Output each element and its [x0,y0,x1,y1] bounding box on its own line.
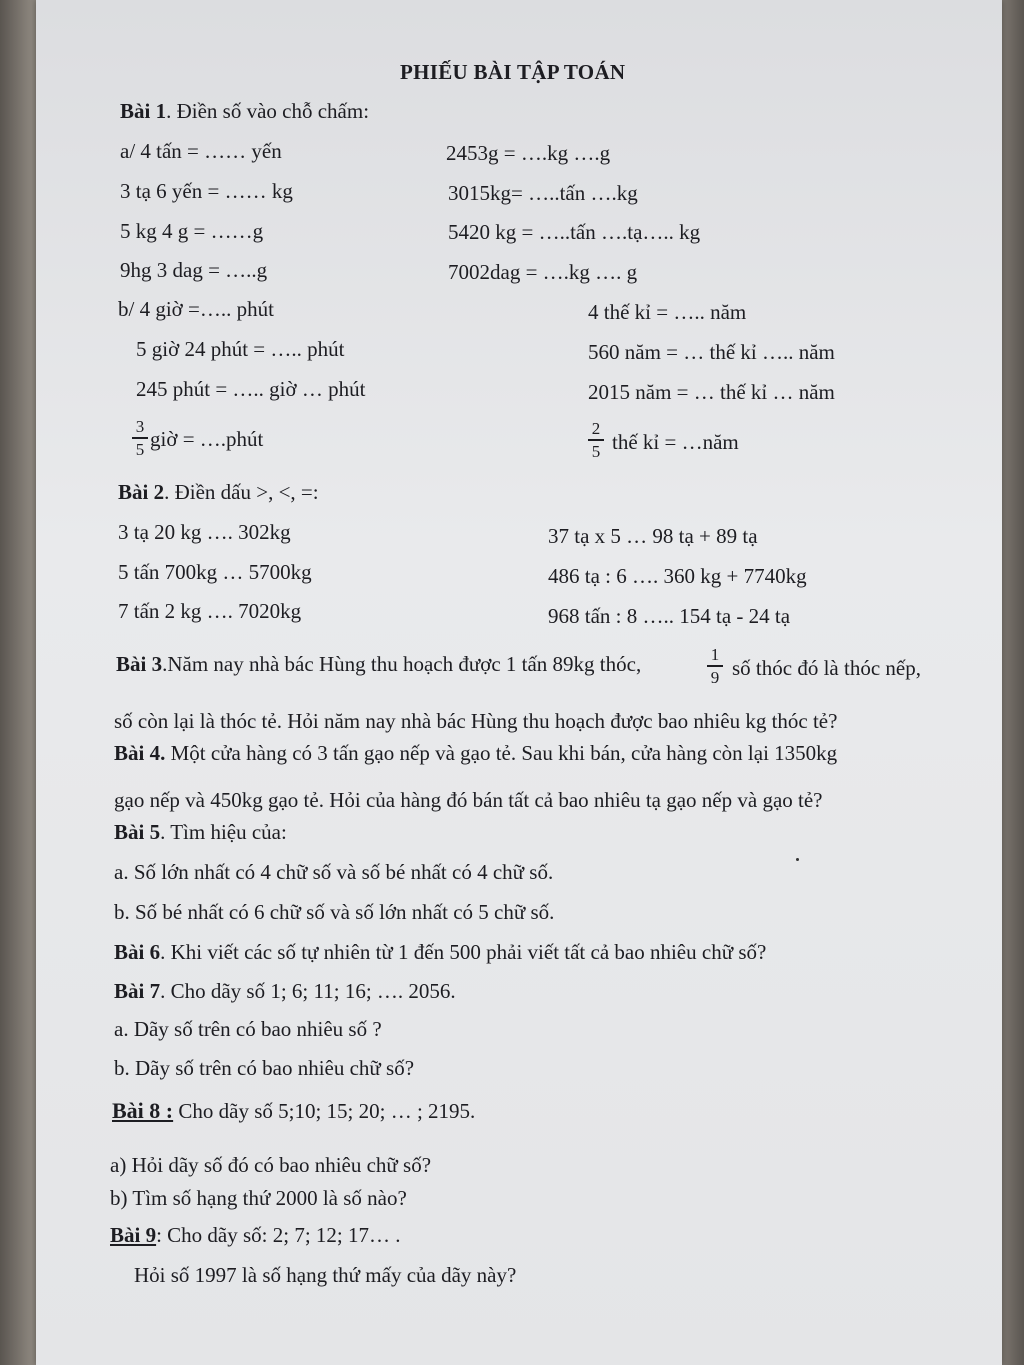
bai2-left-1: 3 tạ 20 kg …. 302kg [118,520,291,544]
bai4-line-1 [114,743,837,764]
page-title: PHIẾU BÀI TẬP TOÁN [400,60,626,84]
bai4-line-2: gạo nếp và 450kg gạo tẻ. Hỏi của hàng đó bán tất cả bao nhiêu tạ gạo nếp và gạo tẻ? [114,788,823,812]
bai1-right-3: 5420 kg = …..tấn ….tạ….. kg [448,220,701,244]
bai3-fraction [707,646,723,686]
bai1-right-2: 3015kg= …..tấn ….kg [448,181,638,205]
bai7-text: . Cho dãy số 1; 6; 11; 16; …. 2056. [160,979,456,1003]
bai1-right-5: 4 thế kỉ = ….. năm [588,300,747,324]
bai5-heading [114,822,287,843]
bai2-right-1: 37 tạ x 5 … 98 tạ + 89 tạ [548,524,758,548]
bai3-label: Bài 3 [116,652,163,676]
bai1-instruction: . Điền số vào chỗ chấm: [166,99,370,123]
bai1-left-2: 3 tạ 6 yến = …… kg [120,179,293,203]
bai9-line [110,1225,401,1246]
fraction-bar [132,437,148,439]
bai7-b: b. Dãy số trên có bao nhiêu chữ số? [114,1056,415,1080]
bai6-label: Bài 6 [114,940,161,964]
bai1-left-1: a/ 4 tấn = …… yến [120,139,282,163]
bai2-label: Bài 2 [118,480,165,504]
bai4-label: Bài 4. [114,741,166,765]
bai3-line-2: số còn lại là thóc tẻ. Hỏi năm nay nhà bác Hùng thu hoạch được bao nhiêu kg thóc tẻ? [114,709,838,733]
bai4-text: Một cửa hàng có 3 tấn gạo nếp và gạo tẻ. Sau khi bán, cửa hàng còn lại 1350kg [165,741,838,765]
bai1-fraction-left [132,418,148,458]
bai1-fraction-right [588,420,604,460]
bai3-text-a: .Năm nay nhà bác Hùng thu hoạch được 1 tấn 89kg thóc, [162,652,642,676]
bai6-line [114,942,766,963]
bai2-left-2: 5 tấn 700kg … 5700kg [118,560,312,584]
bai9-text: : Cho dãy số: 2; 7; 12; 17… . [156,1223,401,1247]
fraction-bar [707,665,723,667]
fraction-bar [588,439,604,441]
bai2-instruction: . Điền dấu >, <, =: [164,480,319,504]
bai6-text: . Khi viết các số tự nhiên từ 1 đến 500 phải viết tất cả bao nhiêu chữ số? [160,940,767,964]
bai1-right-6: 560 năm = … thế kỉ ….. năm [588,340,835,364]
bai2-right-3: 968 tấn : 8 ….. 154 tạ - 24 tạ [548,604,791,628]
bai2-right-2: 486 tạ : 6 …. 360 kg + 7740kg [548,564,807,588]
bai1-right-8: thế kỉ = …năm [612,430,739,454]
fraction-denominator: 5 [591,441,601,461]
bai5-instruction: . Tìm hiệu của: [160,820,287,844]
bai1-label: Bài 1 [120,99,167,123]
bai1-left-4: 9hg 3 dag = …..g [120,258,268,282]
fraction-denominator: 9 [710,667,720,687]
bai8-a: a) Hỏi dãy số đó có bao nhiêu chữ số? [110,1153,432,1177]
bai5-label: Bài 5 [114,820,161,844]
bai8-line [112,1100,475,1122]
bai9-label: Bài 9 [110,1223,157,1247]
bai3-line-1 [116,654,641,675]
bai1-left-3: 5 kg 4 g = ……g [120,219,264,243]
bai5-b: b. Số bé nhất có 6 chữ số và số lớn nhất có 5 chữ số. [114,900,555,924]
bai1-left-6: 5 giờ 24 phút = ….. phút [136,337,345,361]
bai8-label: Bài 8 : [112,1098,174,1123]
bai7-line [114,981,456,1002]
bai1-heading [120,101,369,122]
bai3-text-b: số thóc đó là thóc nếp, [732,656,921,680]
bai7-label: Bài 7 [114,979,161,1003]
bai1-left-7: 245 phút = ….. giờ … phút [136,377,366,401]
bai1-left-8: giờ = ….phút [150,427,264,451]
bai7-a: a. Dãy số trên có bao nhiêu số ? [114,1017,382,1041]
bai1-right-4: 7002dag = ….kg …. g [448,260,638,284]
bai5-a: a. Số lớn nhất có 4 chữ số và số bé nhất có 4 chữ số. [114,860,554,884]
bai1-left-5: b/ 4 giờ =….. phút [118,297,274,321]
bai8-text: Cho dãy số 5;10; 15; 20; … ; 2195. [173,1099,476,1123]
bai9-question: Hỏi số 1997 là số hạng thứ mấy của dãy này? [134,1263,517,1287]
bai8-b: b) Tìm số hạng thứ 2000 là số nào? [110,1186,407,1210]
paper-speck [796,858,799,861]
fraction-numerator: 3 [135,417,145,436]
fraction-numerator: 2 [591,419,601,438]
bai2-left-3: 7 tấn 2 kg …. 7020kg [118,599,302,623]
bai1-right-1: 2453g = ….kg ….g [446,141,611,165]
fraction-numerator: 1 [710,645,720,664]
bai2-heading [118,482,319,503]
bai1-right-7: 2015 năm = … thế kỉ … năm [588,380,835,404]
fraction-denominator: 5 [135,439,145,459]
